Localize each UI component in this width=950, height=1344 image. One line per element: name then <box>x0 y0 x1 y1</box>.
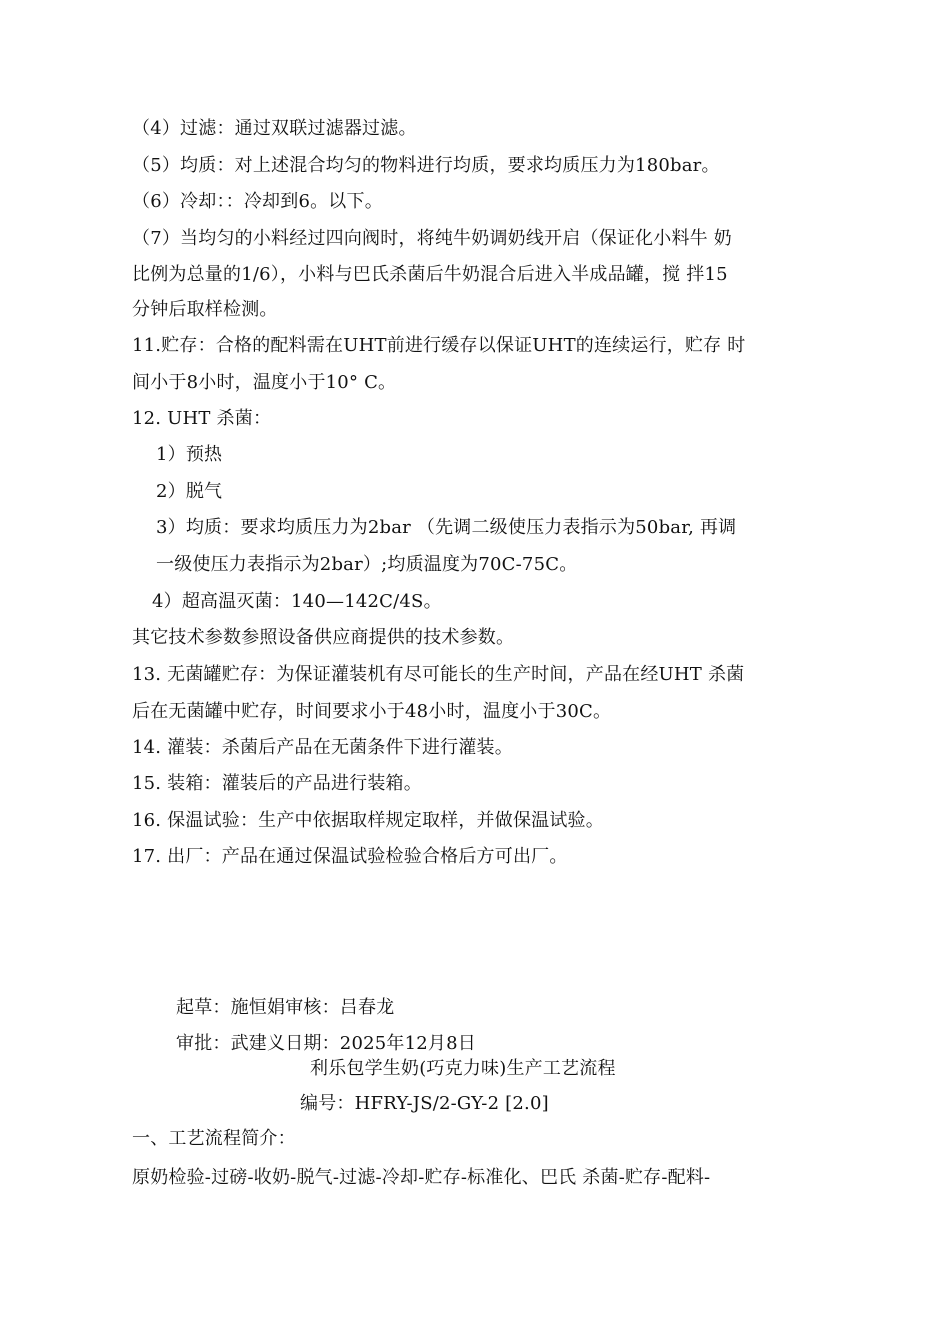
uht-homogenize-line-2: 一级使压力表指示为2bar）;均质温度为70C-75C。 <box>156 554 578 575</box>
tech-params-note: 其它技术参数参照设备供应商提供的技术参数。 <box>132 627 515 648</box>
section-heading: 一、工艺流程简介： <box>132 1128 296 1149</box>
process-flow-line: 原奶检验-过磅-收奶-脱气-过滤-冷却-贮存-标准化、巴氏 杀菌-贮存-配料- <box>132 1167 711 1188</box>
doc-title: 利乐包学生奶(巧克力味)生产工艺流程 <box>310 1058 616 1079</box>
step-12-uht-heading: 12. UHT 杀菌： <box>132 408 272 429</box>
uht-homogenize-line-1: 3）均质：要求均质压力为2bar （先调二级使压力表指示为50bar, 再调 <box>156 517 737 538</box>
step-14-filling: 14. 灌装：杀菌后产品在无菌条件下进行灌装。 <box>132 737 513 758</box>
step-13-aseptic-line-1: 13. 无菌罐贮存：为保证灌装机有尽可能长的生产时间，产品在经UHT 杀菌 <box>132 664 745 685</box>
approver-date: 审批：武建义日期：2025年12月8日 <box>176 1033 476 1054</box>
step-cooling: （6）冷却：：冷却到6。以下。 <box>132 191 383 212</box>
step-16-incubation: 16. 保温试验：生产中依据取样规定取样，并做保温试验。 <box>132 810 604 831</box>
step-mixing-line-1: （7）当均匀的小料经过四向阀时，将纯牛奶调奶线开启（保证化小料牛 奶 <box>132 228 732 249</box>
uht-sterilize: 4）超高温灭菌：140—142C/4S。 <box>152 591 442 612</box>
uht-preheat: 1）预热 <box>156 444 223 465</box>
step-15-packing: 15. 装箱：灌装后的产品进行装箱。 <box>132 773 422 794</box>
step-11-storage-line-2: 间小于8小时，温度小于10° C。 <box>132 372 397 393</box>
uht-degas: 2）脱气 <box>156 481 223 502</box>
step-mixing-line-3: 分钟后取样检测。 <box>132 299 278 320</box>
step-mixing-line-2: 比例为总量的1/6），小料与巴氏杀菌后牛奶混合后进入半成品罐，搅 拌15 <box>132 264 728 285</box>
step-13-aseptic-line-2: 后在无菌罐中贮存，时间要求小于48小时，温度小于30C。 <box>132 701 612 722</box>
step-11-storage-line-1: 11.贮存：合格的配料需在UHT前进行缓存以保证UHT的连续运行，贮存 时 <box>132 335 746 356</box>
drafter-reviewer: 起草：施恒娟审核：吕春龙 <box>176 997 395 1018</box>
step-homogenize: （5）均质：对上述混合均匀的物料进行均质，要求均质压力为180bar。 <box>132 155 720 176</box>
step-filter: （4）过滤：通过双联过滤器过滤。 <box>132 118 417 139</box>
step-17-release: 17. 出厂：产品在通过保温试验检验合格后方可出厂。 <box>132 846 568 867</box>
doc-number: 编号：HFRY-JS/2-GY-2 [2.0] <box>300 1093 549 1114</box>
